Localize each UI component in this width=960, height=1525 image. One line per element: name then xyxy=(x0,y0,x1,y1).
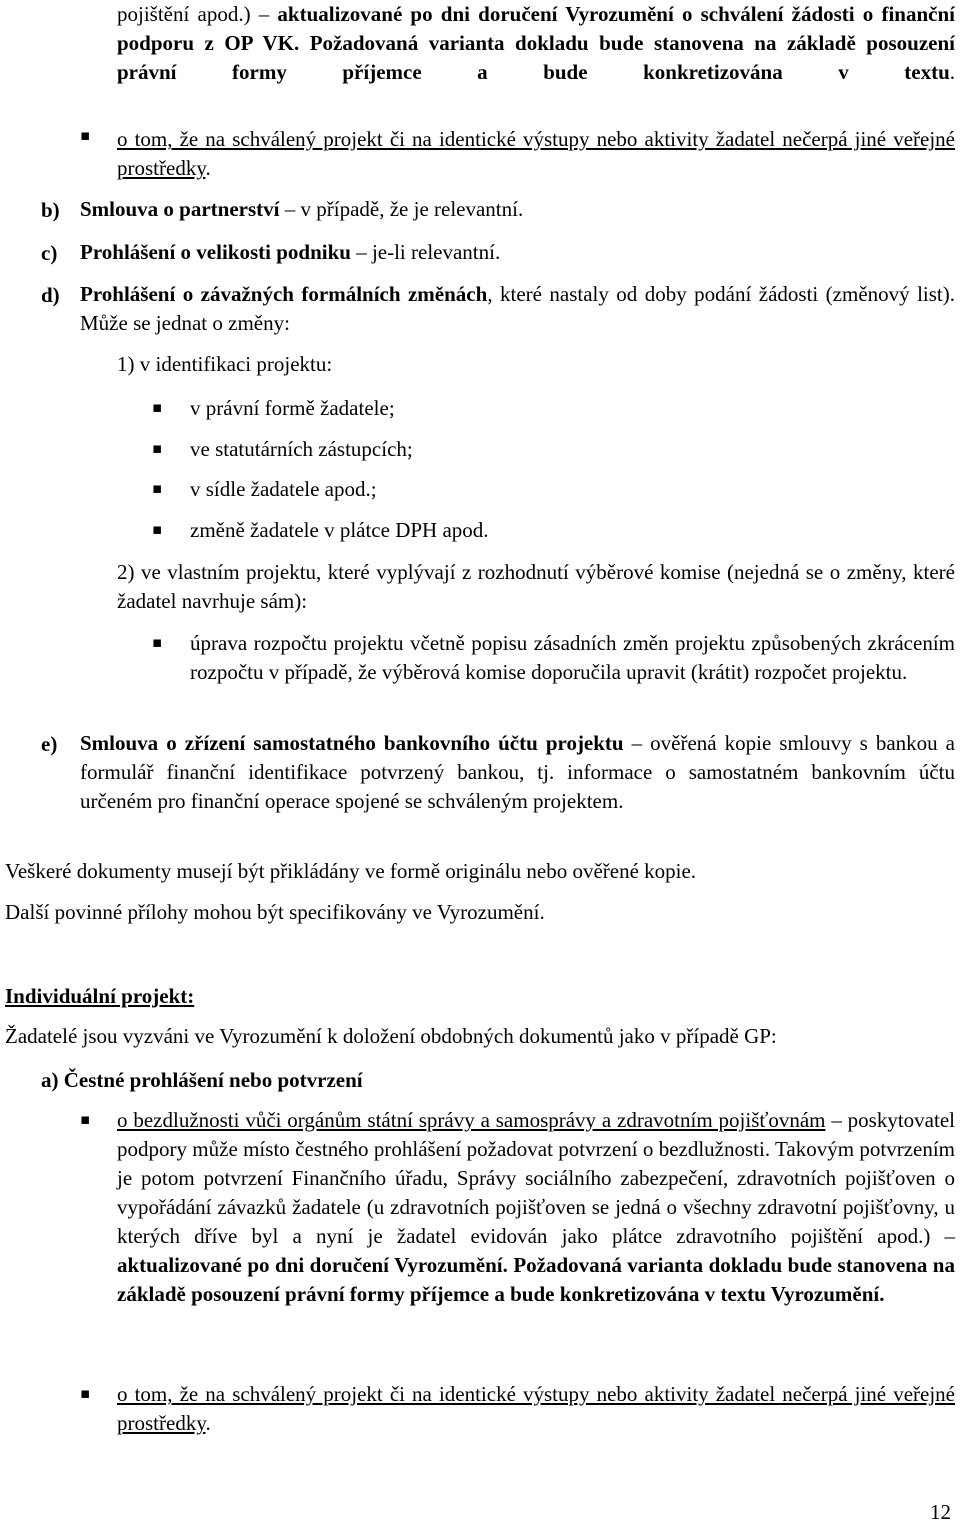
note-originals: Veškeré dokumenty musejí být přikládány ve formě originálu nebo ověřené kopie. xyxy=(5,859,697,883)
item-b xyxy=(80,195,523,224)
item-b-text: – v případě, že je relevantní. xyxy=(279,197,524,221)
section-heading xyxy=(5,982,194,1011)
item-d-text: , které nastaly od doby podání žádosti (změnový list). Může se jednat o změny: xyxy=(80,282,955,335)
text: – poskytovatel podpory může místo čestného prohlášení požadovat potvrzení o bezdlužnosti. Takovým potvrzením je potom potvrzení Finančního úřadu, Správy sociálního zabezpečení, zdravotních pojišťoven o vypořádání závazků žadatele (u zdravotních pojišťoven se jedná o všechny zdravotní pojišťovny, u kterých dříve byl a nyní je žadatel evidován jako plátce zdravotního pojištění apod.) – xyxy=(117,1108,955,1248)
item-b-title: Smlouva o partnerství xyxy=(80,197,280,221)
item-d xyxy=(80,280,955,338)
sub-heading-a xyxy=(41,1066,363,1095)
bullet-icon: ▪ xyxy=(152,633,163,651)
bullet-icon: ▪ xyxy=(152,479,163,497)
d1-item-4: změně žadatele v plátce DPH apod. xyxy=(190,518,489,542)
bullet-icon: ▪ xyxy=(152,520,163,538)
bullet-icon: ▪ xyxy=(80,1110,91,1128)
text: pojištění apod.) – xyxy=(117,2,270,26)
section-intro: Žadatelé jsou vyzváni ve Vyrozumění k doložení obdobných dokumentů jako v případě GP: xyxy=(5,1024,777,1048)
d1-item-3: v sídle žadatele apod.; xyxy=(190,477,377,501)
sub-heading-a-text: a) Čestné prohlášení nebo potvrzení xyxy=(41,1068,363,1092)
period: . xyxy=(205,156,211,180)
d2-item: úprava rozpočtu projektu včetně popisu zásadních změn projektu způsobených zkrácením rozpočtu v případě, že výběrová komise doporučila upravit (krátit) rozpočet projektu. xyxy=(190,631,955,684)
bullet-icon: ▪ xyxy=(152,398,163,416)
underlined-text: o tom, že na schválený projekt či na identické výstupy nebo aktivity žadatel nečerpá jiné veřejné prostředky xyxy=(117,1382,955,1435)
bullet-paragraph xyxy=(117,125,955,183)
bold-text: aktualizované po dni doručení Vyrozumění o schválení žádosti o finanční podporu z OP VK. Požadovaná varianta dokladu bude stanovena na základě posouzení právní formy příjemce a bude konkretizována v textu xyxy=(117,2,955,84)
section-heading-text: Individuální projekt: xyxy=(5,984,195,1008)
bullet-icon: ▪ xyxy=(80,126,91,144)
item-d-label: d) xyxy=(41,283,60,307)
item-c-text: – je-li relevantní. xyxy=(350,240,501,264)
item-c-title: Prohlášení o velikosti podniku xyxy=(80,240,351,264)
item-e xyxy=(80,729,955,816)
ip-bullet-2 xyxy=(117,1380,955,1438)
item-d-title: Prohlášení o závažných formálních změnách xyxy=(80,282,488,306)
d1-heading: 1) v identifikaci projektu: xyxy=(117,352,333,376)
bullet-icon: ▪ xyxy=(152,439,163,457)
bold-text: aktualizované po dni doručení Vyrozumění. Požadovaná varianta dokladu bude stanovena na základě posouzení právní formy příjemce a bude konkretizována v textu Vyrozumění. xyxy=(117,1253,955,1306)
item-c xyxy=(80,238,500,267)
d1-item-1: v právní formě žadatele; xyxy=(190,396,395,420)
item-c-label: c) xyxy=(41,241,58,265)
underlined-text: o bezdlužnosti vůči orgánům státní správy a samosprávy a zdravotním pojišťovnám xyxy=(117,1108,826,1132)
continuation-paragraph xyxy=(117,0,955,87)
bullet-icon: ▪ xyxy=(80,1384,91,1402)
d2-heading: 2) ve vlastním projektu, které vyplývají z rozhodnutí výběrové komise (nejedná se o změny, které žadatel navrhuje sám): xyxy=(117,560,955,613)
item-b-label: b) xyxy=(41,198,60,222)
note-other-attachments: Další povinné přílohy mohou být specifikovány ve Vyrozumění. xyxy=(5,900,545,924)
page-number: 12 xyxy=(930,1500,951,1524)
period: . xyxy=(949,60,955,84)
item-e-title: Smlouva o zřízení samostatného bankovního účtu projektu xyxy=(80,731,624,755)
underlined-text: o tom, že na schválený projekt či na identické výstupy nebo aktivity žadatel nečerpá jiné veřejné prostředky xyxy=(117,127,955,180)
ip-bullet-1 xyxy=(117,1106,955,1309)
item-e-text: – ověřená kopie smlouvy s bankou a formulář finanční identifikace potvrzený bankou, tj. informace o samostatném bankovním účtu určeném pro finanční operace spojené se schváleným projektem. xyxy=(80,731,955,813)
d1-item-2: ve statutárních zástupcích; xyxy=(190,437,413,461)
period: . xyxy=(205,1411,211,1435)
item-e-label: e) xyxy=(41,732,58,756)
